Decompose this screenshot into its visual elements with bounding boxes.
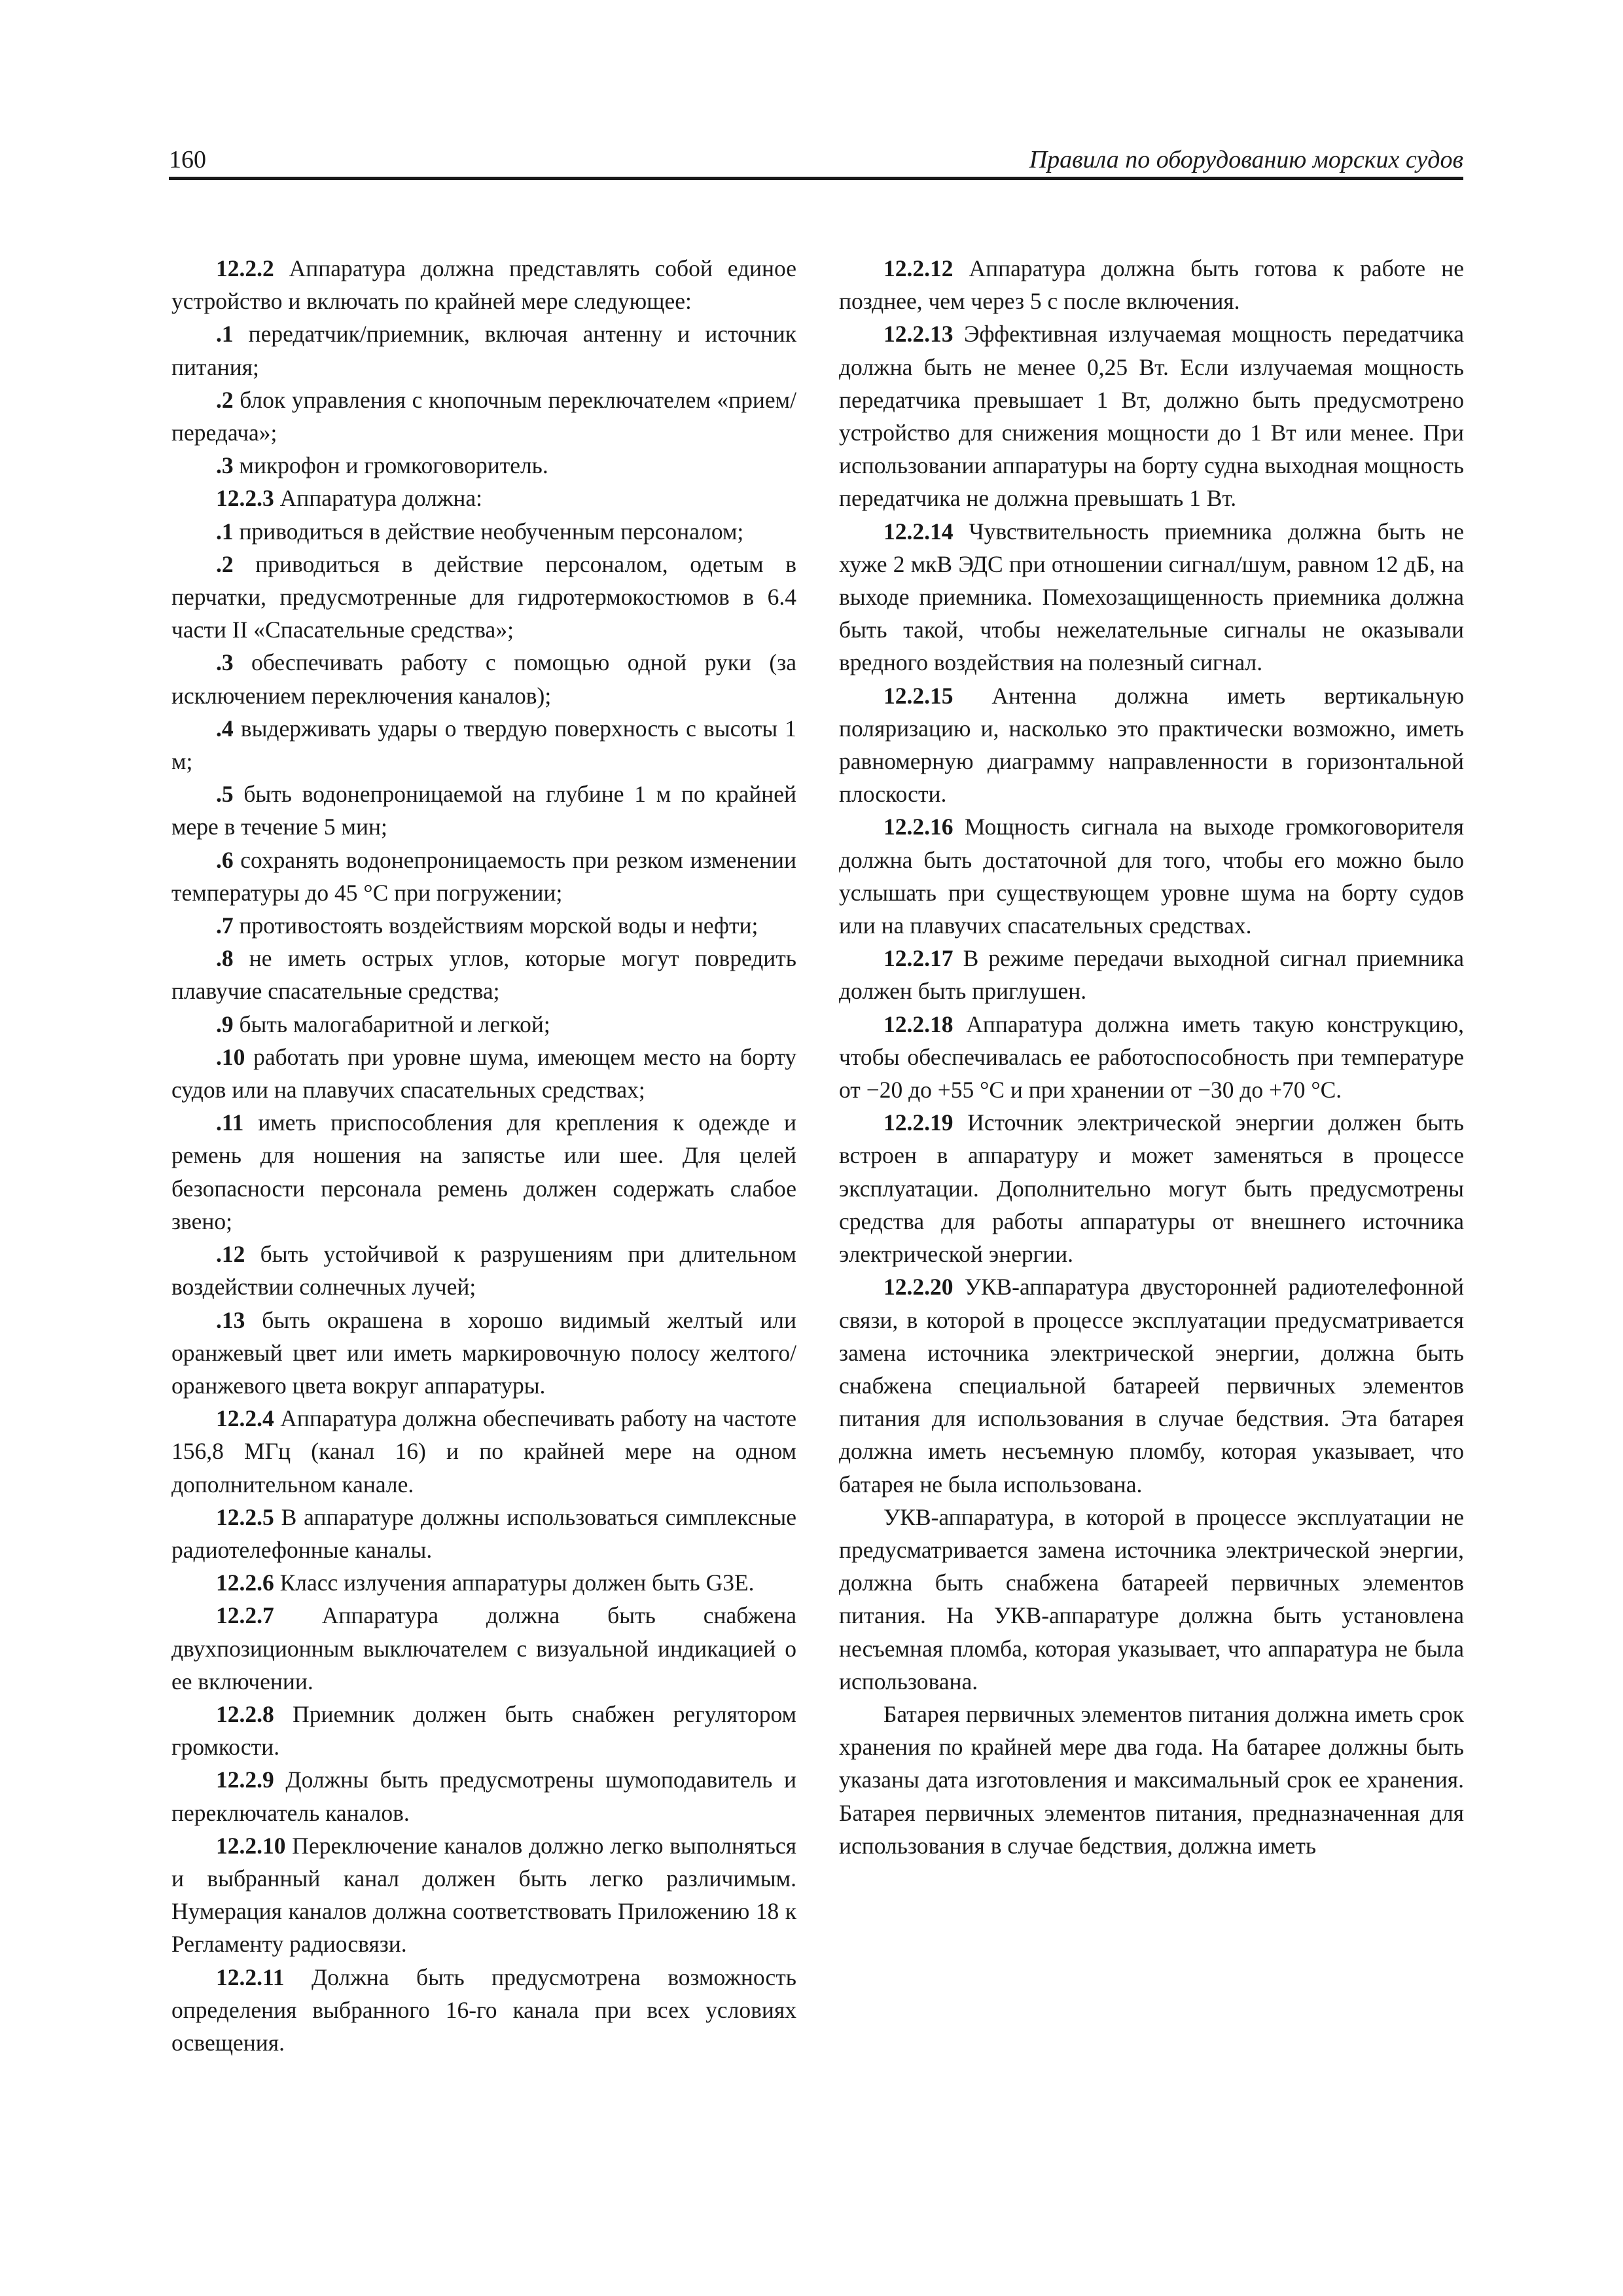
clause-text: Класс излучения аппаратуры должен быть G3E. — [274, 1570, 755, 1596]
clause-text: сохранять водонепроницаемость при резком изменении температуры до 45 °C при погружении; — [171, 846, 796, 906]
paragraph — [839, 1008, 1464, 1107]
clause-text: Аппаратура должна: — [274, 485, 482, 512]
clause-number: .6 — [216, 846, 234, 873]
paragraph — [839, 1501, 1464, 1698]
clause-text: Аппаратура должна иметь такую конструкцию, чтобы обеспечивалась ее работоспособность при температуре от −20 до +55 °C и при хранении от −30 до +70 °C. — [839, 1011, 1464, 1103]
clause-number: 12.2.13 — [883, 321, 954, 348]
clause-text: быть окрашена в хорошо видимый желтый или оранжевый цвет или иметь маркировочную полосу желтого/оранжевого цвета вокруг аппаратуры. — [171, 1306, 796, 1399]
clause-number: .5 — [216, 781, 234, 808]
clause-number: 12.2.18 — [883, 1011, 954, 1037]
clause-text: Источник электрической энергии должен быть встроен в аппаратуру и может заменяться в процессе эксплуатации. Дополнительно могут быть предусмотрены средства для работы аппаратуры от внешнего источника электрической энергии. — [839, 1109, 1464, 1268]
paragraph — [171, 1041, 796, 1106]
clause-text: не иметь острых углов, которые могут повредить плавучие спасательные средства; — [171, 945, 796, 1005]
paragraph — [171, 1304, 796, 1403]
clause-text: выдерживать удары о твердую поверхность с высоты 1 м; — [171, 715, 796, 775]
paragraph — [171, 1402, 796, 1501]
paragraph — [171, 1961, 796, 2060]
paragraph — [171, 449, 796, 482]
clause-number: 12.2.4 — [216, 1405, 274, 1432]
clause-number: 12.2.11 — [216, 1964, 285, 1990]
clause-text: Аппаратура должна быть снабжена двухпозиционным выключателем с визуальной индикацией о ее включении. — [171, 1602, 796, 1695]
clause-text: Антенна должна иметь вертикальную поляризацию и, насколько это практически возможно, иметь равномерную диаграмму направленности в горизонтальной плоскости. — [839, 682, 1464, 808]
clause-text: В аппаратуре должны использоваться симплексные радиотелефонные каналы. — [171, 1503, 796, 1563]
clause-number: .1 — [216, 518, 234, 545]
clause-text: приводиться в действие необученным персоналом; — [233, 518, 744, 545]
clause-text: микрофон и громкоговоритель. — [233, 452, 548, 479]
paragraph — [171, 1763, 796, 1829]
paragraph — [839, 810, 1464, 942]
clause-number: 12.2.19 — [883, 1109, 954, 1136]
paragraph — [171, 1566, 796, 1599]
clause-number: 12.2.15 — [883, 682, 954, 709]
clause-text: Чувствительность приемника должна быть не хуже 2 мкВ ЭДС при отношении сигнал/шум, равном 12 дБ, на выходе приемника. Помехозащищенность приемника должна быть такой, чтобы нежелательные сигналы не оказывали вредного воздействия на полезный сигнал. — [839, 518, 1464, 676]
paragraph — [171, 942, 796, 1007]
paragraph — [171, 1501, 796, 1566]
clause-number: .11 — [216, 1109, 244, 1136]
clause-text: УКВ-аппаратура двусторонней радиотелефонной связи, в которой в процессе эксплуатации предусматривается замена источника электрической энергии, должна быть снабжена специальной батареей первичных элементов питания для использования в случае бедствия. Эта батарея должна иметь несъемную пломбу, которая указывает, что батарея не была использована. — [839, 1274, 1464, 1498]
paragraph — [171, 1008, 796, 1041]
left-column — [171, 252, 796, 2059]
clause-text: приводиться в действие персоналом, одетым в перчатки, предусмотренные для гидротермокостюмов в 6.4 части II «Спасательные средства»; — [171, 550, 796, 643]
clause-number: 12.2.2 — [216, 255, 274, 281]
paragraph — [171, 1238, 796, 1303]
clause-number: .10 — [216, 1043, 245, 1070]
clause-number: 12.2.12 — [883, 255, 954, 281]
clause-number: .8 — [216, 945, 234, 972]
clause-text: УКВ-аппаратура, в которой в процессе эксплуатации не предусматривается замена источника электрической энергии, должна быть снабжена батареей первичных элементов питания. На УКВ-аппаратуре должна быть установлена несъемная пломба, которая указывает, что аппаратура не была использована. — [839, 1503, 1464, 1695]
paragraph — [171, 482, 796, 514]
clause-number: .3 — [216, 452, 234, 479]
clause-text: иметь приспособления для крепления к одежде и ремень для ношения на запястье или шее. Для целей безопасности персонала ремень должен содержать слабое звено; — [171, 1109, 796, 1234]
clause-text: Должна быть предусмотрена возможность определения выбранного 16-го канала при всех условиях освещения. — [171, 1964, 796, 2056]
clause-text: Аппаратура должна представлять собой единое устройство и включать по крайней мере следующее: — [171, 255, 796, 315]
paragraph — [839, 515, 1464, 679]
paragraph — [171, 1698, 796, 1763]
paragraph — [839, 1698, 1464, 1862]
paragraph — [839, 942, 1464, 1007]
paragraph — [171, 1829, 796, 1961]
clause-text: передатчик/приемник, включая антенну и источник питания; — [171, 321, 796, 380]
clause-number: 12.2.5 — [216, 1503, 274, 1530]
paragraph — [171, 384, 796, 449]
clause-number: .4 — [216, 715, 234, 742]
paragraph — [839, 1106, 1464, 1270]
clause-number: 12.2.9 — [216, 1767, 274, 1793]
clause-text: В режиме передачи выходной сигнал приемника должен быть приглушен. — [839, 945, 1464, 1005]
paragraph — [171, 515, 796, 548]
clause-text: Аппаратура должна быть готова к работе не позднее, чем через 5 с после включения. — [839, 255, 1464, 315]
clause-text: быть малогабаритной и легкой; — [233, 1011, 550, 1037]
paragraph — [839, 252, 1464, 317]
page-header — [169, 137, 1463, 178]
clause-number: .2 — [216, 386, 234, 413]
clause-number: .1 — [216, 321, 234, 348]
clause-number: 12.2.10 — [216, 1832, 286, 1859]
paragraph — [839, 1270, 1464, 1500]
clause-number: .3 — [216, 649, 234, 676]
clause-number: .7 — [216, 912, 234, 939]
paragraph — [171, 778, 796, 843]
paragraph — [171, 548, 796, 647]
page-number: 160 — [169, 146, 206, 173]
clause-text: блок управления с кнопочным переключателем «прием/передача»; — [171, 386, 796, 446]
clause-number: 12.2.7 — [216, 1602, 274, 1629]
clause-number: 12.2.3 — [216, 485, 274, 512]
clause-text: противостоять воздействиям морской воды и нефти; — [233, 912, 758, 939]
paragraph — [171, 317, 796, 383]
clause-text: быть водонепроницаемой на глубине 1 м по крайней мере в течение 5 мин; — [171, 781, 796, 840]
running-title: Правила по оборудованию морских судов — [1029, 146, 1463, 173]
paragraph — [171, 646, 796, 711]
clause-text: Должны быть предусмотрены шумоподавитель и переключатель каналов. — [171, 1767, 796, 1826]
clause-number: .2 — [216, 550, 234, 577]
clause-text: работать при уровне шума, имеющем место на борту судов или на плавучих спасательных средствах; — [171, 1043, 796, 1103]
clause-text: Аппаратура должна обеспечивать работу на частоте 156,8 МГц (канал 16) и по крайней мере на одном дополнительном канале. — [171, 1405, 796, 1498]
right-column — [839, 252, 1464, 1862]
clause-number: 12.2.17 — [883, 945, 954, 972]
clause-text: Эффективная излучаемая мощность передатчика должна быть не менее 0,25 Вт. Если излучаемая мощность передатчика превышает 1 Вт, должно быть предусмотрено устройство для снижения мощности до 1 Вт или менее. При использовании аппаратуры на борту судна выходная мощность передатчика не должна превышать 1 Вт. — [839, 321, 1464, 512]
paragraph — [171, 712, 796, 778]
clause-text: обеспечивать работу с помощью одной руки (за исключением переключения каналов); — [171, 649, 796, 709]
clause-number: .13 — [216, 1306, 245, 1333]
paragraph — [171, 844, 796, 909]
header-rule — [169, 177, 1463, 180]
clause-number: .12 — [216, 1241, 245, 1268]
clause-text: Мощность сигнала на выходе громкоговорителя должна быть достаточной для того, чтобы его можно было услышать при существующем уровне шума на борту судов или на плавучих спасательных средствах. — [839, 814, 1464, 939]
clause-text: Батарея первичных элементов питания должна иметь срок хранения по крайней мере два года. На батарее должны быть указаны дата изготовления и максимальный срок ее хранения. Батарея первичных элементов питания, предназначенная для использования в случае бедствия, должна иметь — [839, 1700, 1464, 1859]
clause-number: .9 — [216, 1011, 234, 1037]
paragraph — [171, 1599, 796, 1698]
clause-number: 12.2.16 — [883, 814, 954, 840]
paragraph — [171, 252, 796, 317]
clause-text: Переключение каналов должно легко выполняться и выбранный канал должен быть легко различимым. Нумерация каналов должна соответствовать Приложению 18 к Регламенту радиосвязи. — [171, 1832, 796, 1958]
clause-number: 12.2.20 — [883, 1274, 954, 1300]
paragraph — [839, 679, 1464, 811]
clause-text: Приемник должен быть снабжен регулятором громкости. — [171, 1700, 796, 1761]
clause-number: 12.2.6 — [216, 1570, 274, 1596]
clause-number: 12.2.14 — [883, 518, 954, 545]
clause-number: 12.2.8 — [216, 1700, 274, 1727]
paragraph — [171, 1106, 796, 1238]
paragraph — [171, 909, 796, 942]
clause-text: быть устойчивой к разрушениям при длительном воздействии солнечных лучей; — [171, 1241, 796, 1300]
paragraph — [839, 317, 1464, 514]
